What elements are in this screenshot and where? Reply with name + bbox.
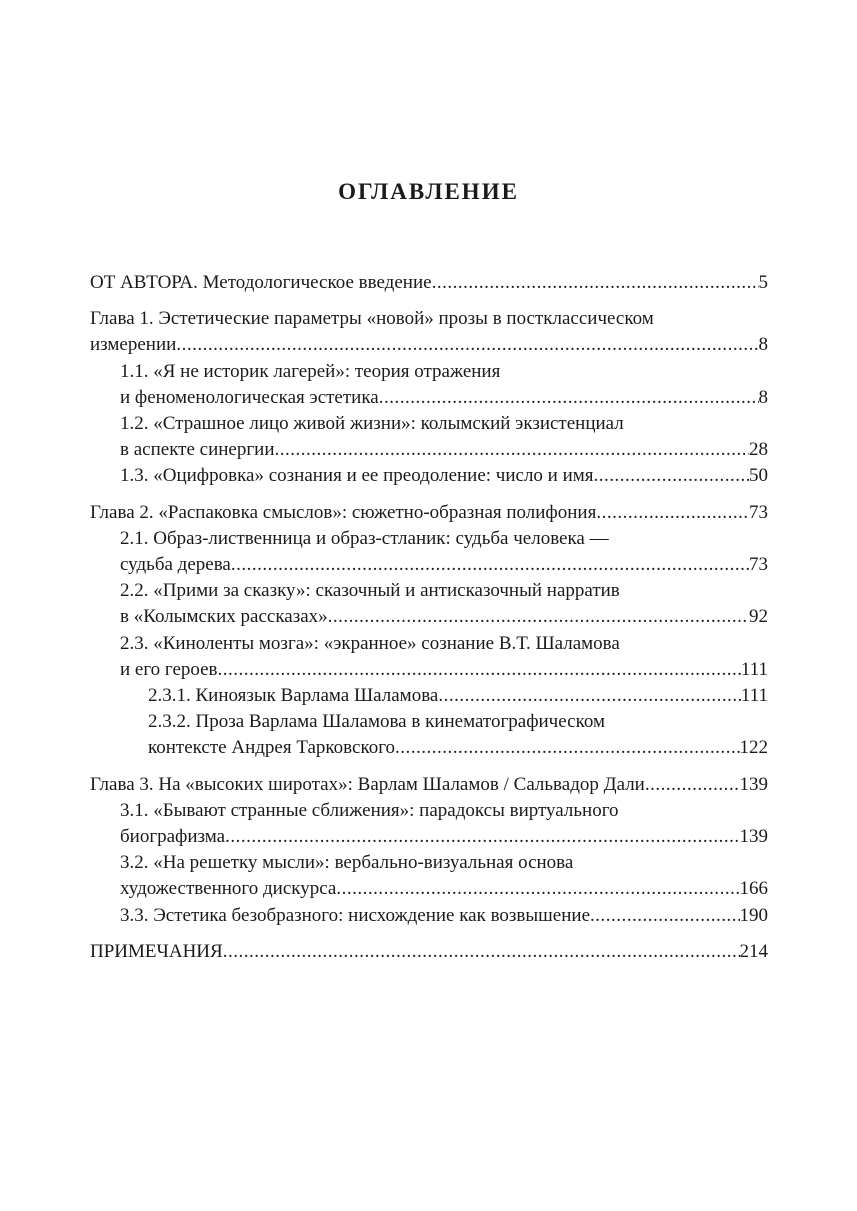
toc-entry-subsection-2-3-2[interactable] <box>90 709 768 735</box>
toc-entry-section-2-2-cont[interactable] <box>90 604 768 630</box>
toc-page-number: 28 <box>749 439 768 461</box>
toc-entry-text: 1.2. «Страшное лицо живой жизни»: колымский экзистенциал <box>120 413 624 435</box>
toc-leader-dots <box>218 657 741 683</box>
toc-entry-section-2-2[interactable] <box>90 578 768 604</box>
toc-entry-text: биографизма <box>120 826 226 848</box>
toc-entry-section-2-3[interactable] <box>90 631 768 657</box>
toc-page-number: 50 <box>749 465 768 487</box>
toc-entry-chapter-1[interactable] <box>90 306 768 332</box>
toc-entry-intro[interactable] <box>90 270 768 296</box>
toc-chapter-3-group <box>90 772 768 929</box>
toc-leader-dots <box>328 604 749 630</box>
toc-entry-text: 2.1. Образ-лиственница и образ-стланик: судьба человека — <box>120 527 609 549</box>
table-of-contents <box>90 270 768 965</box>
toc-entry-text: 1.3. «Оцифровка» сознания и ее преодоление: число и имя <box>120 465 594 487</box>
toc-page-number: 111 <box>740 658 768 680</box>
toc-entry-text: Глава 2. «Распаковка смыслов»: сюжетно-образная полифония <box>90 501 597 523</box>
toc-leader-dots <box>395 735 739 761</box>
toc-page-number: 73 <box>749 554 768 576</box>
toc-entry-text: и его героев <box>120 658 218 680</box>
toc-leader-dots <box>590 903 740 929</box>
toc-entry-text: 2.2. «Прими за сказку»: сказочный и антисказочный нарратив <box>120 580 620 602</box>
toc-entry-text: 2.3.1. Киноязык Варлама Шаламова <box>148 685 439 707</box>
toc-entry-section-3-2-cont[interactable] <box>90 876 768 902</box>
toc-chapter-1-group <box>90 306 768 489</box>
toc-page-number: 92 <box>749 606 768 628</box>
toc-leader-dots <box>438 683 741 709</box>
toc-entry-section-1-1-cont[interactable] <box>90 385 768 411</box>
toc-entry-text: 2.3. «Киноленты мозга»: «экранное» сознание В.Т. Шаламова <box>120 632 620 654</box>
toc-entry-text: в аспекте синергии <box>120 439 275 461</box>
toc-chapter-2-group <box>90 500 768 762</box>
toc-entry-text: и феноменологическая эстетика <box>120 386 379 408</box>
toc-leader-dots <box>379 385 759 411</box>
toc-entry-chapter-3[interactable] <box>90 772 768 798</box>
toc-entry-text: 3.2. «На решетку мысли»: вербально-визуальная основа <box>120 852 574 874</box>
toc-leader-dots <box>223 939 740 965</box>
toc-leader-dots <box>645 772 740 798</box>
toc-entry-section-1-2[interactable] <box>90 411 768 437</box>
toc-entry-text: Глава 3. На «высоких широтах»: Варлам Шаламов / Сальвадор Дали <box>90 773 645 795</box>
toc-intro-group <box>90 270 768 296</box>
toc-entry-section-2-1[interactable] <box>90 526 768 552</box>
toc-entry-text: в «Колымских рассказах» <box>120 606 328 628</box>
toc-leader-dots <box>231 552 749 578</box>
toc-entry-section-1-3[interactable] <box>90 463 768 489</box>
toc-page-number: 166 <box>739 878 768 900</box>
toc-page-number: 190 <box>739 904 768 926</box>
toc-notes-group <box>90 939 768 965</box>
toc-entry-text: Глава 1. Эстетические параметры «новой» прозы в постклассическом <box>90 308 654 330</box>
toc-entry-section-3-1-cont[interactable] <box>90 824 768 850</box>
toc-entry-text: 3.3. Эстетика безобразного: нисхождение как возвышение <box>120 904 590 926</box>
toc-entry-subsection-2-3-2-cont[interactable] <box>90 735 768 761</box>
toc-entry-subsection-2-3-1[interactable] <box>90 683 768 709</box>
toc-leader-dots <box>596 500 749 526</box>
toc-leader-dots <box>432 270 759 296</box>
toc-page-number: 139 <box>739 773 768 795</box>
toc-entry-section-1-2-cont[interactable] <box>90 437 768 463</box>
toc-page-number: 214 <box>739 940 768 962</box>
toc-entry-chapter-1-cont[interactable] <box>90 332 768 358</box>
toc-page-number: 8 <box>758 386 768 408</box>
toc-entry-section-3-1[interactable] <box>90 798 768 824</box>
toc-entry-text: контексте Андрея Тарковского <box>148 737 396 759</box>
toc-entry-text: ОТ АВТОРА. Методологическое введение <box>90 272 432 293</box>
toc-leader-dots <box>225 824 739 850</box>
toc-page-number: 139 <box>739 826 768 848</box>
toc-page-number: 73 <box>749 501 768 523</box>
toc-page-number: 122 <box>739 737 768 759</box>
toc-leader-dots <box>176 332 758 358</box>
toc-page-number: 8 <box>758 334 768 356</box>
toc-entry-text: измерении <box>90 334 177 356</box>
toc-entry-section-3-2[interactable] <box>90 850 768 876</box>
toc-entry-text: 3.1. «Бывают странные сближения»: парадоксы виртуального <box>120 799 619 821</box>
toc-page-number: 111 <box>740 685 768 707</box>
toc-leader-dots <box>275 437 750 463</box>
toc-entry-notes[interactable] <box>90 939 768 965</box>
toc-entry-chapter-2[interactable] <box>90 500 768 526</box>
page-title: ОГЛАВЛЕНИЕ <box>338 179 519 204</box>
toc-entry-text: судьба дерева <box>120 554 231 576</box>
toc-entry-section-2-3-cont[interactable] <box>90 657 768 683</box>
toc-entry-text: художественного дискурса <box>120 878 337 900</box>
toc-leader-dots <box>336 876 739 902</box>
toc-page-number: 5 <box>758 272 768 293</box>
toc-entry-section-1-1[interactable] <box>90 359 768 385</box>
toc-entry-text: ПРИМЕЧАНИЯ <box>90 940 223 962</box>
toc-entry-text: 2.3.2. Проза Варлама Шаламова в кинематографическом <box>148 711 606 733</box>
toc-entry-section-2-1-cont[interactable] <box>90 552 768 578</box>
toc-entry-text: 1.1. «Я не историк лагерей»: теория отражения <box>120 360 501 382</box>
toc-entry-section-3-3[interactable] <box>90 903 768 929</box>
toc-leader-dots <box>594 463 749 489</box>
